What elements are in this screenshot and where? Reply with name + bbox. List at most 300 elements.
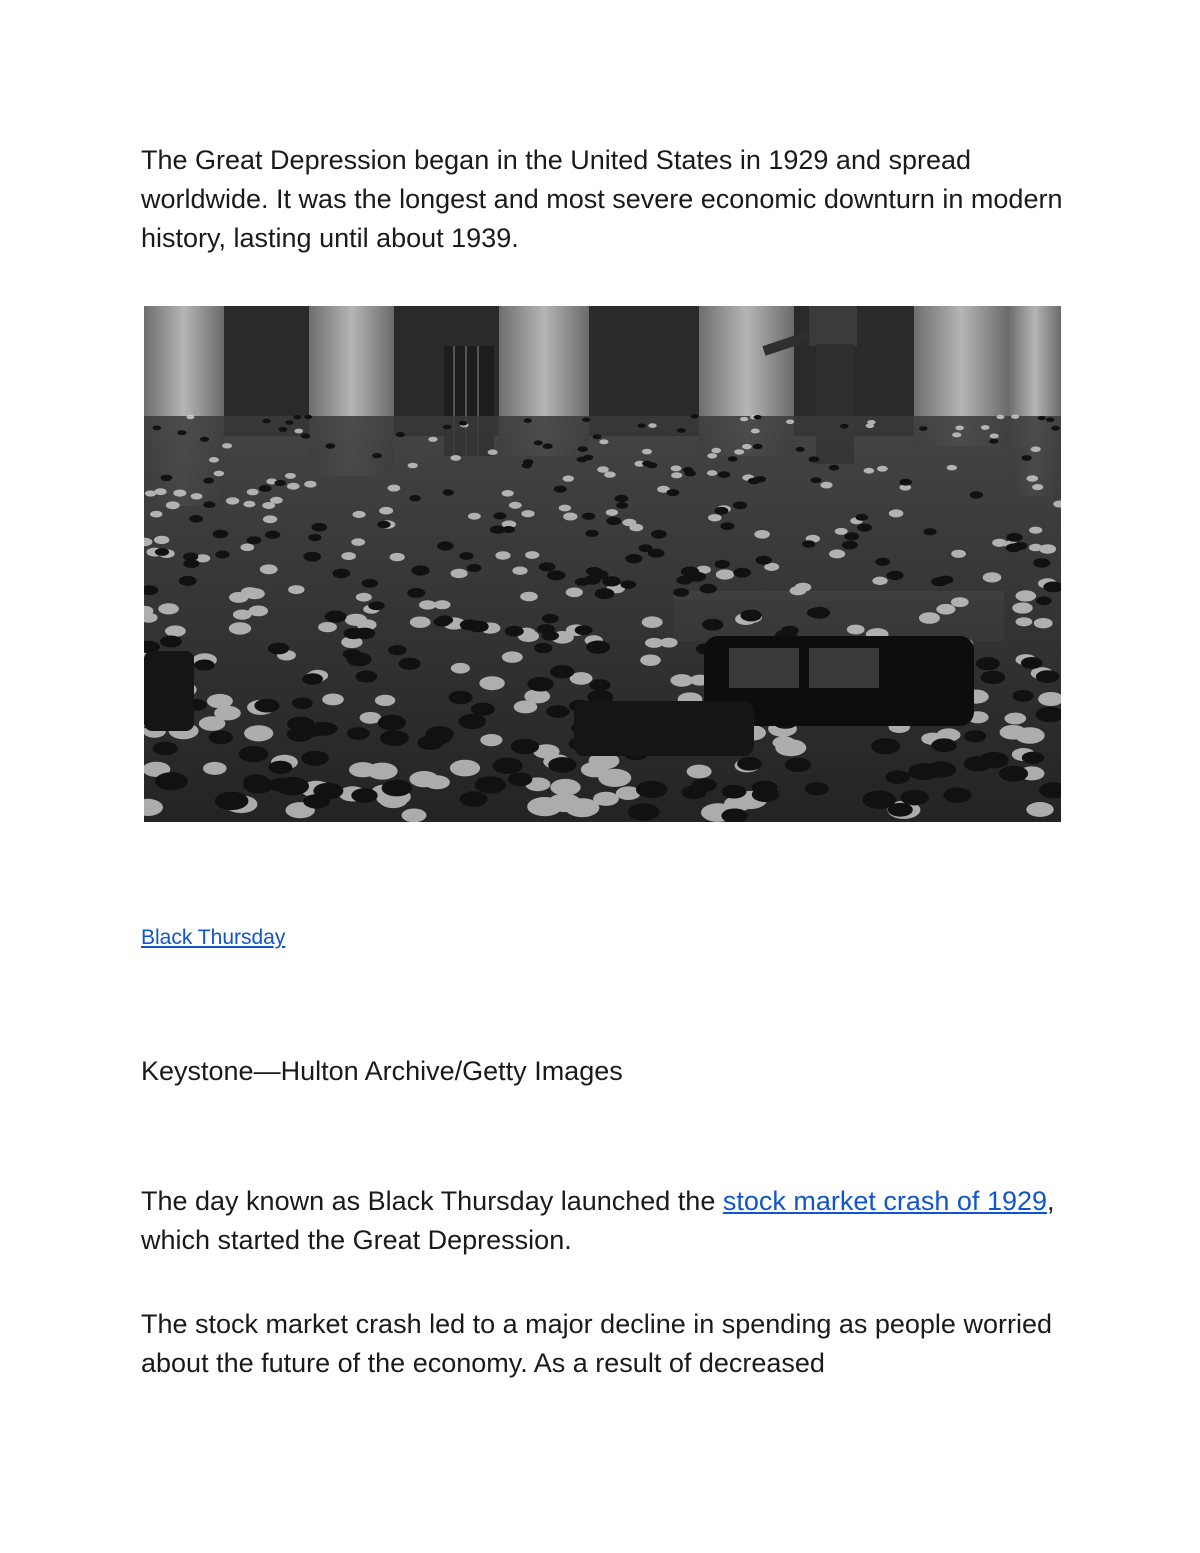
crowd-hat: [1006, 543, 1022, 552]
crowd-hat: [450, 455, 461, 461]
crowd-hat: [200, 437, 209, 442]
crowd-hat: [742, 444, 752, 449]
crowd-hat: [707, 470, 717, 476]
crowd-hat: [756, 556, 772, 565]
crowd-hat: [593, 792, 619, 806]
crowd-hat: [734, 449, 744, 454]
crowd-hat: [186, 415, 194, 419]
crowd-hat: [628, 803, 660, 820]
crowd-hat: [867, 420, 875, 425]
crowd-hat: [247, 489, 259, 496]
crowd-hat: [270, 497, 283, 504]
crowd-hat: [450, 760, 480, 777]
crowd-hat: [419, 600, 436, 609]
crowd-hat: [805, 782, 829, 795]
crowd-hat: [325, 443, 335, 448]
crowd-hat: [493, 512, 506, 519]
crowd-hat: [687, 765, 712, 779]
crowd-hat: [150, 511, 162, 518]
crowd-hat: [1038, 416, 1046, 420]
crowd-hat: [546, 705, 569, 718]
crowd-hat: [226, 497, 239, 504]
crowd-hat: [479, 676, 504, 690]
crowd-hat: [179, 576, 197, 586]
intro-paragraph: The Great Depression began in the United States in 1929 and spread worldwide. It was the longest and most severe economic downturn in modern history, lasting until about 1939.: [141, 145, 1063, 253]
crowd-hat: [981, 671, 1006, 684]
crowd-hat: [514, 700, 538, 713]
crowd-hat: [434, 617, 451, 626]
crowd-hat: [951, 597, 969, 607]
crowd-hat: [773, 736, 796, 749]
crowd-hat: [408, 463, 418, 469]
crowd-hat: [599, 439, 608, 444]
crowd-hat: [508, 773, 533, 787]
crowd-hat: [312, 523, 328, 532]
crowd-hat: [715, 560, 730, 569]
crowd-hat: [733, 502, 747, 510]
crowd-hat: [520, 592, 538, 602]
crowd-hat: [591, 570, 608, 579]
crowd-hat: [351, 788, 377, 803]
crowd-hat: [700, 584, 717, 594]
crowd-hat: [1032, 484, 1043, 490]
crowd-hat: [285, 420, 293, 425]
crowd-hat: [547, 570, 565, 580]
crowd-hat: [714, 507, 728, 515]
crowd-hat: [1046, 418, 1054, 422]
crowd-hat: [983, 572, 1002, 582]
crowd-hat: [229, 622, 251, 634]
crowd-hat: [244, 725, 273, 741]
crowd-hat: [537, 624, 555, 634]
crowd-hat: [1005, 713, 1027, 725]
crowd-hat: [322, 694, 344, 706]
crowd-hat: [522, 463, 532, 469]
crowd-hat: [840, 424, 849, 429]
crowd-hat: [396, 432, 405, 437]
crowd-hat: [943, 788, 971, 803]
crowd-hat: [443, 489, 454, 495]
crowd-hat: [166, 501, 180, 509]
crowd-hat: [475, 776, 506, 793]
body1-after: , which started the Great Depression.: [141, 1186, 1055, 1255]
crowd-hat: [165, 625, 186, 636]
crowd-hat: [919, 426, 928, 431]
crowd-hat: [239, 746, 269, 762]
crowd-hat: [842, 541, 858, 550]
crowd-hat: [864, 468, 875, 474]
crowd-hat: [990, 434, 999, 439]
crowd-hat: [377, 521, 390, 528]
crowd-hat: [964, 730, 986, 742]
crowd-hat: [951, 550, 966, 558]
crowd-hat: [161, 475, 173, 481]
crowd-hat: [222, 443, 232, 448]
crowd-hat: [586, 530, 599, 537]
crowd-hat: [285, 473, 296, 479]
crowd-hat: [716, 569, 734, 579]
crowd-hat: [1006, 533, 1022, 542]
crowd-hat: [1051, 426, 1060, 431]
crowd-hat: [976, 657, 1000, 670]
crowd-hat: [302, 673, 323, 684]
crowd-hat: [563, 475, 574, 481]
crowd-hat: [670, 674, 693, 687]
crowd-hat: [292, 698, 313, 710]
crowd-hat: [362, 579, 378, 588]
crowd-hat: [625, 554, 642, 563]
crowd-hat: [203, 501, 215, 508]
crowd-hat: [154, 536, 169, 544]
crowd-hat: [1033, 558, 1050, 567]
crowd-hat: [1000, 725, 1027, 740]
crowd-hat: [372, 453, 382, 458]
crowd-hat: [640, 655, 661, 666]
crowd-hat: [177, 430, 186, 435]
stock-market-crash-link[interactable]: stock market crash of 1929: [722, 1186, 1048, 1216]
crowd-hat: [509, 502, 522, 509]
crowd-hat: [379, 507, 393, 515]
crowd-hat: [543, 443, 553, 449]
crowd-hat: [992, 539, 1007, 547]
crowd-hat: [368, 601, 384, 610]
crowd-hat: [459, 552, 473, 560]
crowd-hat: [844, 532, 859, 540]
crowd-hat: [677, 428, 686, 433]
crowd-hat: [702, 619, 723, 631]
crowd-hat: [606, 517, 621, 525]
crowd-hat: [505, 626, 524, 637]
crowd-hat: [642, 449, 652, 455]
crowd-hat: [243, 774, 269, 788]
crowd-hat: [345, 614, 367, 626]
crowd-hat: [1021, 455, 1031, 461]
crowd-hat: [1011, 415, 1019, 419]
crowd-hat: [263, 515, 277, 523]
crowd-hat: [495, 551, 510, 559]
crowd-hat: [923, 528, 936, 535]
crowd-hat: [1029, 527, 1042, 534]
crowd-hat: [215, 792, 249, 810]
crowd-hat: [409, 495, 420, 501]
crowd-hat: [835, 528, 848, 535]
crowd-hat: [582, 418, 590, 422]
crowd-hat: [809, 607, 831, 619]
crowd-hat: [410, 617, 431, 628]
crowd-hat: [189, 515, 203, 523]
crowd-hat: [581, 762, 609, 777]
crowd-hat: [740, 610, 761, 622]
crowd-hat: [213, 530, 229, 539]
crowd-hat: [577, 457, 588, 463]
crowd-hat: [265, 531, 280, 539]
crowd-hat: [534, 643, 552, 653]
crowd-hat: [621, 580, 637, 589]
crowd-hat: [333, 569, 351, 579]
crowd-hat: [597, 466, 609, 472]
crowd-hat: [829, 465, 839, 471]
crowd-hat: [493, 758, 523, 774]
crowd-hat: [566, 588, 583, 598]
crowd-hat: [199, 716, 226, 731]
crowd-hat: [648, 423, 656, 428]
crowd-hat: [279, 427, 288, 432]
crowd-hat: [209, 731, 234, 745]
crowd-hat: [451, 569, 468, 578]
crowd-hat: [304, 481, 316, 488]
crowd-hat: [753, 444, 763, 449]
crowd-hat: [559, 505, 571, 512]
crowd-hat: [711, 448, 721, 453]
crowd-hat: [938, 576, 953, 584]
crowd-hat: [437, 541, 454, 550]
crowd-hat: [899, 479, 912, 486]
crowd-hat: [667, 489, 680, 496]
crowd-hat: [809, 456, 820, 462]
body1-before: The day known as Black Thursday launched the: [141, 1186, 723, 1216]
crowd-hat: [183, 553, 198, 561]
crowd-hat: [1036, 670, 1059, 683]
crowd-hat: [388, 645, 407, 655]
crowd-hat: [240, 544, 254, 552]
crowd-hat: [249, 606, 269, 617]
crowd-hat: [1026, 802, 1053, 817]
crowd-hat: [215, 551, 229, 559]
crowd-hat: [402, 809, 427, 823]
crowd-hat: [262, 419, 270, 424]
crowd-hat: [595, 588, 615, 599]
body-paragraph-1: [141, 1182, 1081, 1260]
crowd-hat: [586, 641, 610, 654]
crowd-hat: [325, 611, 347, 623]
crowd-hat: [728, 456, 738, 461]
crowd-hat: [872, 577, 887, 585]
crowd-hat: [254, 699, 279, 713]
crowd-hat: [673, 588, 689, 597]
crowd-hat: [707, 453, 717, 458]
crowd-hat: [425, 775, 450, 789]
crowd-hat: [919, 612, 940, 624]
body-paragraph-2: The stock market crash led to a major decline in spending as people worried about the future of the economy. As a result of decreased: [141, 1309, 1052, 1378]
crowd-hat: [468, 621, 489, 633]
crowd-hat: [637, 424, 645, 429]
crowd-hat: [754, 415, 762, 419]
crowd-hat: [173, 490, 186, 497]
crowd-hat: [786, 420, 794, 425]
crowd-hat: [460, 791, 488, 806]
photo-credit: Keystone—Hulton Archive/Getty Images: [141, 1056, 623, 1086]
crowd-hat: [862, 791, 896, 809]
crowd-hat: [347, 727, 370, 740]
crowd-hat: [989, 439, 998, 444]
crowd-hat: [353, 511, 366, 518]
crowd-hat: [527, 797, 562, 816]
crowd-hat: [681, 567, 699, 577]
crowd-hat: [488, 449, 498, 455]
crowd-hat: [795, 447, 804, 452]
crowd-hat: [671, 465, 682, 471]
crowd-hat: [857, 524, 872, 532]
crowd-hat: [1012, 602, 1032, 613]
crowd-hat: [191, 493, 203, 499]
crowd-hat: [1029, 544, 1043, 552]
crowd-hat: [304, 415, 312, 419]
crowd-hat: [671, 472, 682, 478]
crowd-hat: [275, 480, 286, 486]
crowd-hat: [303, 552, 321, 562]
crowd-hat: [458, 714, 486, 729]
crowd-hat: [203, 478, 214, 484]
crowd-hat: [740, 417, 748, 421]
crowd-hat: [871, 738, 900, 754]
crowd-hat: [1036, 596, 1052, 605]
crowd-hat: [847, 625, 865, 635]
crowd-hat: [209, 457, 219, 463]
crowd-hat: [575, 625, 593, 635]
crowd-hat: [288, 585, 304, 594]
crowd-hat: [754, 530, 770, 539]
crowd-hat: [160, 636, 182, 648]
crowd-hat: [539, 562, 556, 571]
crowd-hat: [877, 466, 888, 472]
crowd-hat: [889, 509, 904, 517]
crowd-hat: [582, 513, 595, 520]
black-thursday-link[interactable]: Black Thursday: [141, 926, 286, 949]
crowd-hat: [622, 519, 636, 527]
crowd-photo-icon: [144, 306, 1061, 822]
crowd-hat: [981, 425, 990, 430]
crowd-hat: [964, 756, 992, 771]
crowd-photo: [144, 306, 1061, 822]
crowd-hat: [158, 603, 179, 614]
crowd-hat: [708, 514, 722, 521]
crowd-hat: [642, 616, 663, 628]
crowd-hat: [691, 414, 699, 418]
crowd-hat: [243, 501, 255, 508]
crowd-hat: [308, 534, 321, 541]
crowd-hat: [737, 757, 762, 771]
crowd-hat: [512, 567, 527, 575]
crowd-hat: [947, 465, 957, 471]
crowd-hat: [829, 549, 845, 558]
crowd-hat: [733, 568, 751, 578]
crowd-hat: [578, 446, 588, 452]
crowd-hat: [926, 761, 956, 777]
crowd-hat: [241, 587, 259, 597]
crowd-hat: [642, 461, 652, 467]
crowd-hat: [268, 778, 292, 791]
crowd-hat: [155, 548, 169, 556]
crowd-hat: [534, 440, 543, 445]
crowd-hat: [554, 486, 567, 493]
crowd-hat: [153, 426, 162, 431]
crowd-hat: [752, 787, 779, 802]
crowd-hat: [260, 564, 278, 574]
crowd-hat: [490, 526, 505, 534]
crowd-hat: [1027, 475, 1039, 481]
crowd-hat: [355, 671, 377, 683]
crowd-hat: [451, 663, 470, 674]
crowd-hat: [615, 495, 629, 503]
crowd-hat: [999, 766, 1028, 782]
crowd-hat: [952, 432, 961, 437]
crowd-hat: [380, 730, 409, 746]
crowd-hat: [1022, 752, 1044, 764]
crowd-hat: [722, 785, 747, 799]
crowd-hat: [367, 763, 398, 780]
crowd-hat: [153, 742, 178, 756]
crowd-hat: [636, 781, 667, 798]
crowd-hat: [443, 425, 451, 430]
crowd-hat: [589, 679, 610, 691]
crowd-hat: [411, 565, 429, 575]
crowd-hat: [1031, 446, 1041, 452]
crowd-hat: [718, 471, 730, 478]
crowd-hat: [341, 552, 356, 560]
crowd-hat: [467, 564, 482, 572]
crowd-hat: [502, 490, 514, 497]
crowd-hat: [751, 429, 760, 434]
crowd-hat: [434, 600, 451, 609]
crowd-hat: [301, 433, 310, 438]
crowd-hat: [795, 583, 812, 592]
crowd-hat: [970, 491, 983, 498]
crowd-hat: [468, 513, 481, 520]
crowd-hat: [563, 513, 577, 521]
crowd-hat: [318, 622, 337, 632]
crowd-hat: [378, 715, 406, 731]
crowd-hat: [683, 467, 694, 473]
crowd-hat: [154, 488, 166, 495]
crowd-hat: [344, 628, 364, 639]
crowd-hat: [616, 502, 628, 509]
crowd-hat: [294, 429, 303, 434]
crowd-hat: [802, 540, 815, 547]
crowd-hat: [309, 722, 335, 736]
crowd-hat: [502, 651, 523, 662]
crowd-hat: [1021, 657, 1043, 669]
crowd-hat: [886, 770, 911, 784]
crowd-hat: [820, 482, 832, 489]
crowd-hat: [900, 790, 928, 806]
crowd-hat: [407, 588, 425, 598]
crowd-hat: [449, 691, 473, 704]
crowd-hat: [593, 434, 602, 439]
crowd-hat: [606, 509, 618, 516]
crowd-hat: [203, 762, 227, 775]
crowd-hat: [382, 780, 412, 797]
crowd-hat: [936, 604, 955, 615]
crowd-hat: [388, 485, 401, 492]
crowd-hat: [1012, 690, 1033, 702]
crowd-hat: [313, 783, 343, 799]
crowd-hat: [351, 538, 365, 546]
crowd-hat: [247, 536, 262, 544]
crowd-hat: [301, 751, 328, 766]
crowd-hat: [343, 649, 362, 659]
crowd-hat: [1016, 590, 1037, 601]
crowd-hat: [1034, 618, 1053, 628]
crowd-hat: [681, 785, 706, 799]
crowd-hat: [550, 779, 580, 796]
crowd-hat: [425, 726, 453, 742]
crowd-hat: [875, 558, 890, 566]
crowd-hat: [811, 477, 822, 483]
crowd-hat: [375, 695, 395, 706]
crowd-hat: [214, 471, 225, 477]
crowd-hat: [748, 478, 760, 485]
crowd-hat: [207, 694, 233, 708]
